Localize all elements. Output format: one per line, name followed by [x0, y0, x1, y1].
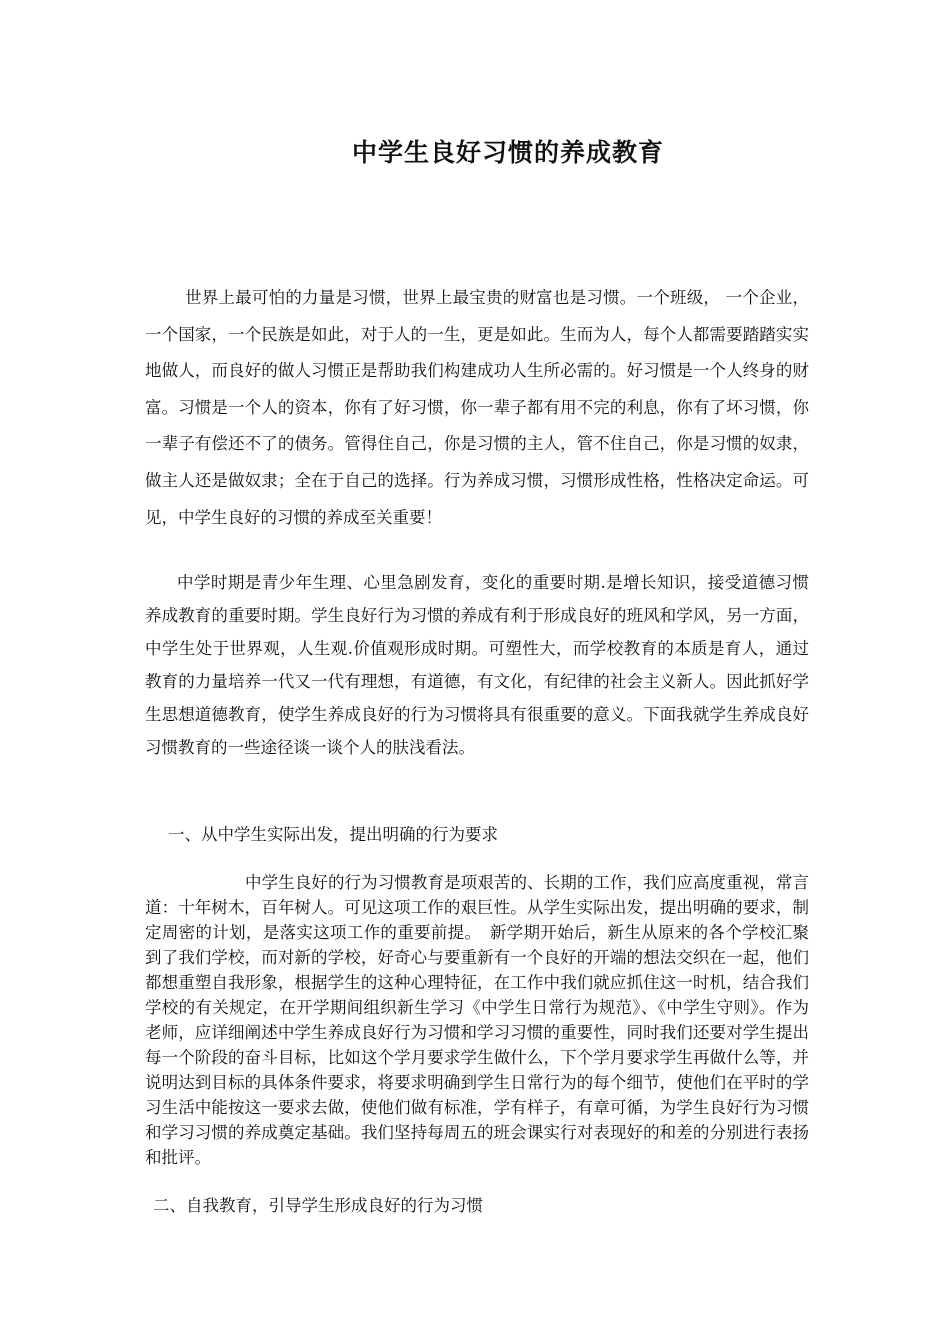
section-heading-2: 二、自我教育，引导学生形成良好的行为习惯: [153, 1196, 483, 1215]
section-heading-1: 一、从中学生实际出发，提出明确的行为要求: [168, 825, 498, 844]
paragraph-intro: 世界上最可怕的力量是习惯，世界上最宝贵的财富也是习惯。一个班级， 一个企业，一个国家，一个民族是如此，对于人的一生，更是如此。生而为人，每个人都需要踏踏实实地做人，而良好的做人习惯正是帮助我们构建成功人生所必需的。好习惯是一个人终身的财富。习惯是一个人的资本，你有了好习惯，你一辈子都有用不完的利息，你有了坏习惯，你一辈子有偿还不了的债务。管得住自己，你是习惯的主人，管不住自己，你是习惯的奴隶，做主人还是做奴隶；全在于自己的选择。行为养成习惯，习惯形成性格，性格决定命运。可见，中学生良好的习惯的养成至关重要！: [145, 288, 809, 527]
paragraph-background: 中学时期是青少年生理、心里急剧发育，变化的重要时期.是增长知识，接受道德习惯养成教育的重要时期。学生良好行为习惯的养成有利于形成良好的班风和学风，另一方面，中学生处于世界观，人生观.价值观形成时期。可塑性大，而学校教育的本质是育人，通过教育的力量培养一代又一代有理想，有道德，有文化，有纪律的社会主义新人。因此抓好学生思想道德教育，使学生养成良好的行为习惯将具有很重要的意义。下面我就学生养成良好习惯教育的一些途径谈一谈个人的肤浅看法。: [145, 573, 809, 757]
document-title: 中学生良好习惯的养成教育: [351, 138, 664, 167]
paragraph-section-1: 中学生良好的行为习惯教育是项艰苦的、长期的工作，我们应高度重视，常言道：十年树木，百年树人。可见这项工作的艰巨性。从学生实际出发，提出明确的要求，制定周密的计划，是落实这项工作的重要前提。 新学期开始后，新生从原来的各个学校汇聚到了我们学校，而对新的学校，好奇心与要重新有一个良好的开端的想法交织在一起，他们都想重塑自我形象，根据学生的这种心理特征，在工作中我们就应抓住这一时机，结合我们学校的有关规定，在开学期间组织新生学习《中学生日常行为规范》、《中学生守则》。作为老师，应详细阐述中学生养成良好行为习惯和学习习惯的重要性，同时我们还要对学生提出每一个阶段的奋斗目标，比如这个学月要求学生做什么，下个学月要求学生再做什么等，并说明达到目标的具体条件要求，将要求明确到学生日常行为的每个细节，使他们在平时的学习生活中能按这一要求去做，使他们做有标准，学有样子，有章可循，为学生良好行为习惯和学习习惯的养成奠定基础。我们坚持每周五的班会课实行对表现好的和差的分别进行表扬和批评。: [145, 873, 809, 1167]
